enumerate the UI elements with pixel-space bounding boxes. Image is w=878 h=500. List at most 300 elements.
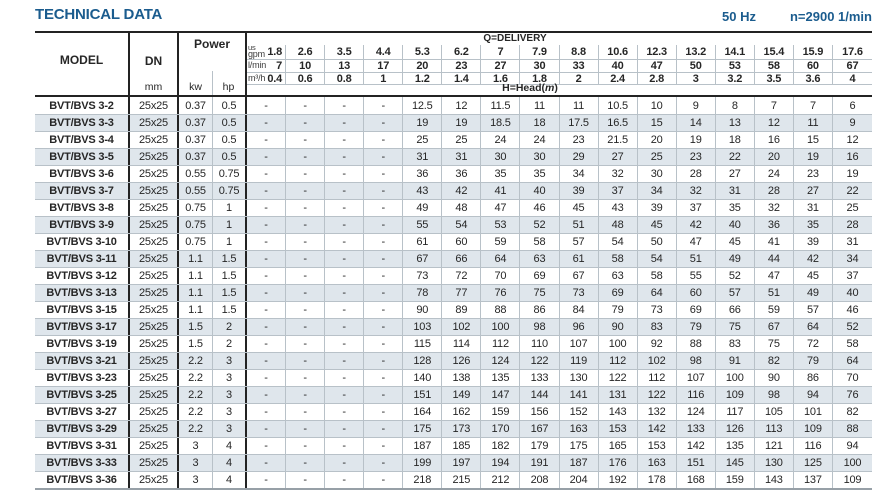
dn-cell: 25x25: [130, 183, 179, 199]
delivery-value-cell: 1.4: [442, 73, 481, 85]
head-value-cell: 60: [442, 234, 481, 250]
delivery-value-cell: 27: [481, 60, 520, 72]
delivery-value-cell: 17.6: [842, 46, 863, 58]
head-value-cell: 49: [794, 285, 833, 301]
head-value-cell: -: [325, 353, 364, 369]
table-row: [35, 165, 872, 182]
head-value-cell: 73: [560, 285, 599, 301]
delivery-value-cell: 23: [442, 60, 481, 72]
head-value-cell: 31: [403, 149, 442, 165]
head-value-cell: 79: [599, 302, 638, 318]
head-value-cell: 37: [599, 183, 638, 199]
head-value-cell: 55: [403, 217, 442, 233]
kw-cell: 0.75: [179, 217, 213, 233]
head-value-cell: 27: [716, 166, 755, 182]
head-value-cell: -: [325, 455, 364, 471]
head-value-cell: 16: [755, 132, 794, 148]
hp-cell: 4: [213, 438, 247, 454]
delivery-value-cell: 13.2: [677, 45, 716, 59]
kw-cell: 0.55: [179, 183, 213, 199]
table-row: [35, 437, 872, 454]
head-value-cell: 19: [677, 132, 716, 148]
head-value-cell: 135: [481, 370, 520, 386]
delivery-value-cell: 14.1: [716, 45, 755, 59]
head-value-cell: 30: [520, 149, 559, 165]
kw-cell: 0.75: [179, 200, 213, 216]
head-value-cell: -: [364, 387, 403, 403]
model-cell: BVT/BVS 3-29: [35, 421, 130, 437]
head-value-cell: 98: [677, 353, 716, 369]
head-value-cell: 101: [794, 404, 833, 420]
head-value-cell: 41: [755, 234, 794, 250]
dn-cell: 25x25: [130, 200, 179, 216]
dn-cell: 25x25: [130, 302, 179, 318]
page-title: TECHNICAL DATA: [35, 6, 163, 23]
head-value-cell: 70: [846, 372, 859, 384]
head-value-cell: 173: [442, 421, 481, 437]
head-value-cell: -: [364, 251, 403, 267]
head-value-cell: -: [325, 319, 364, 335]
head-value-cell: 19: [794, 149, 833, 165]
dn-cell: 25x25: [130, 285, 179, 301]
head-value-cell: -: [247, 421, 286, 437]
delivery-unit-label: us gpm: [248, 43, 265, 60]
table-header: [35, 33, 872, 97]
head-value-cell: -: [247, 183, 286, 199]
delivery-unit-label: m³/h: [248, 73, 266, 84]
delivery-value-cell: 20: [403, 60, 442, 72]
table-row: [35, 403, 872, 420]
head-value-cell: 28: [846, 219, 859, 231]
head-value-cell: -: [286, 319, 325, 335]
head-value-cell: 43: [599, 200, 638, 216]
head-value-cell: 11.5: [481, 97, 520, 114]
model-cell: BVT/BVS 3-25: [35, 387, 130, 403]
head-value-cell: 133: [677, 421, 716, 437]
delivery-value-cell: 15.4: [755, 45, 794, 59]
head-value-cell: 91: [716, 353, 755, 369]
model-cell: BVT/BVS 3-11: [35, 251, 130, 267]
head-value-cell: 18: [520, 115, 559, 131]
head-value-cell: 143: [755, 472, 794, 488]
model-cell: BVT/BVS 3-15: [35, 302, 130, 318]
head-value-cell: 52: [716, 268, 755, 284]
hp-cell: 3: [213, 421, 247, 437]
head-value-cell: 40: [846, 287, 859, 299]
head-value-cell: -: [286, 97, 325, 114]
head-value-cell: 191: [520, 455, 559, 471]
head-value-cell: -: [247, 302, 286, 318]
head-value-cell: 142: [638, 421, 677, 437]
head-value-cell: 107: [560, 336, 599, 352]
delivery-value-cell: 3.6: [794, 73, 833, 85]
head-value-cell: -: [247, 97, 286, 114]
head-value-cell: 39: [638, 200, 677, 216]
head-value-cell: -: [364, 132, 403, 148]
delivery-value-cell: 7.9: [520, 45, 559, 59]
dn-cell: 25x25: [130, 132, 179, 148]
technical-data-table: [35, 31, 872, 490]
table-row: [35, 131, 872, 148]
hp-cell: 4: [213, 472, 247, 488]
kw-cell: 0.55: [179, 166, 213, 182]
head-value-cell: 64: [481, 251, 520, 267]
head-value-cell: -: [247, 132, 286, 148]
head-value-cell: -: [286, 149, 325, 165]
head-value-cell: -: [247, 217, 286, 233]
head-value-cell: 73: [638, 302, 677, 318]
head-value-cell: -: [247, 166, 286, 182]
head-value-cell: 32: [755, 200, 794, 216]
head-value-cell: -: [325, 438, 364, 454]
head-value-cell: 114: [442, 336, 481, 352]
delivery-value-cell: 3: [677, 73, 716, 85]
head-value-cell: 42: [794, 251, 833, 267]
head-value-cell: -: [247, 370, 286, 386]
dn-cell: 25x25: [130, 438, 179, 454]
delivery-value-cell: 2.4: [599, 73, 638, 85]
head-value-cell: 39: [560, 183, 599, 199]
head-value-cell: 102: [638, 353, 677, 369]
head-value-cell: 187: [560, 455, 599, 471]
head-value-cell: 51: [560, 217, 599, 233]
head-value-cell: -: [364, 166, 403, 182]
dn-column-header: [130, 33, 179, 95]
head-value-cell: 75: [755, 336, 794, 352]
delivery-value-cell: 50: [677, 60, 716, 72]
head-value-cell: 48: [442, 200, 481, 216]
kw-cell: 2.2: [179, 353, 213, 369]
head-value-cell: 124: [677, 404, 716, 420]
kw-cell: 1.1: [179, 302, 213, 318]
head-value-cell: 52: [846, 321, 859, 333]
head-value-cell: -: [364, 370, 403, 386]
head-value-cell: 69: [520, 268, 559, 284]
dn-cell: 25x25: [130, 421, 179, 437]
head-value-cell: 17.5: [560, 115, 599, 131]
table-row: [35, 301, 872, 318]
head-value-cell: 143: [599, 404, 638, 420]
kw-cell: 1.5: [179, 336, 213, 352]
head-value-cell: 112: [599, 353, 638, 369]
head-value-cell: 21.5: [599, 132, 638, 148]
head-value-cell: 55: [677, 268, 716, 284]
dn-cell: 25x25: [130, 115, 179, 131]
head-value-cell: 167: [520, 421, 559, 437]
head-value-cell: 96: [560, 319, 599, 335]
dn-cell: 25x25: [130, 217, 179, 233]
head-value-cell: 23: [677, 149, 716, 165]
head-value-cell: 69: [677, 302, 716, 318]
head-value-cell: 50: [638, 234, 677, 250]
hp-cell: 4: [213, 455, 247, 471]
head-value-cell: -: [286, 285, 325, 301]
model-cell: BVT/BVS 3-9: [35, 217, 130, 233]
head-value-cell: -: [325, 200, 364, 216]
head-value-cell: 34: [560, 166, 599, 182]
hp-cell: 1.5: [213, 268, 247, 284]
head-value-cell: 151: [677, 455, 716, 471]
dn-cell: 25x25: [130, 353, 179, 369]
hp-cell: 3: [213, 353, 247, 369]
head-value-cell: -: [364, 336, 403, 352]
head-value-cell: -: [325, 387, 364, 403]
delivery-value-cell: 1.8: [520, 73, 559, 85]
delivery-value-cell: 15.9: [794, 45, 833, 59]
head-value-cell: 122: [638, 387, 677, 403]
head-value-cell: 109: [716, 387, 755, 403]
kw-cell: 3: [179, 472, 213, 488]
model-column-header: MODEL: [35, 33, 130, 95]
hp-cell: 3: [213, 387, 247, 403]
delivery-value-cell: 12.3: [638, 45, 677, 59]
head-value-cell: 86: [794, 370, 833, 386]
head-value-cell: 147: [481, 387, 520, 403]
delivery-value-cell: 1.2: [403, 73, 442, 85]
hp-cell: 1: [213, 234, 247, 250]
head-value-cell: 162: [442, 404, 481, 420]
dn-cell: 25x25: [130, 251, 179, 267]
head-value-cell: -: [286, 421, 325, 437]
head-value-cell: 29: [560, 149, 599, 165]
model-cell: BVT/BVS 3-33: [35, 455, 130, 471]
head-value-cell: 75: [716, 319, 755, 335]
head-value-cell: 35: [520, 166, 559, 182]
head-value-cell: 86: [520, 302, 559, 318]
head-value-cell: -: [247, 455, 286, 471]
head-value-cell: -: [325, 302, 364, 318]
head-value-cell: 72: [794, 336, 833, 352]
head-value-cell: -: [364, 149, 403, 165]
hp-cell: 0.5: [213, 132, 247, 148]
head-value-cell: -: [247, 336, 286, 352]
model-cell: BVT/BVS 3-3: [35, 115, 130, 131]
head-value-cell: 192: [599, 472, 638, 488]
head-value-cell: 52: [520, 217, 559, 233]
head-value-cell: 130: [755, 455, 794, 471]
head-value-cell: 7: [794, 97, 833, 114]
head-value-cell: 159: [481, 404, 520, 420]
head-value-cell: -: [364, 319, 403, 335]
head-value-cell: 18: [716, 132, 755, 148]
head-value-cell: 76: [481, 285, 520, 301]
head-value-cell: -: [325, 115, 364, 131]
head-value-cell: 73: [403, 268, 442, 284]
head-value-cell: 122: [599, 370, 638, 386]
head-value-cell: 25: [846, 202, 859, 214]
delivery-value-cell: 40: [599, 60, 638, 72]
delivery-value-cell: 67: [846, 60, 859, 73]
model-cell: BVT/BVS 3-8: [35, 200, 130, 216]
head-value-cell: 138: [442, 370, 481, 386]
head-value-cell: -: [247, 251, 286, 267]
head-value-cell: 18.5: [481, 115, 520, 131]
head-value-cell: 32: [677, 183, 716, 199]
head-value-cell: -: [286, 370, 325, 386]
frequency-label: 50 Hz: [722, 9, 756, 24]
head-value-cell: 45: [560, 200, 599, 216]
kw-cell: 0.37: [179, 149, 213, 165]
head-value-cell: 45: [794, 268, 833, 284]
head-value-cell: 164: [403, 404, 442, 420]
model-cell: BVT/BVS 3-4: [35, 132, 130, 148]
hp-cell: 1.5: [213, 251, 247, 267]
head-value-cell: 75: [520, 285, 559, 301]
head-value-cell: -: [364, 268, 403, 284]
delivery-value-cell: m³/h 0.4: [247, 73, 286, 85]
head-value-cell: -: [247, 285, 286, 301]
kw-cell: 1.1: [179, 285, 213, 301]
head-value-cell: 175: [403, 421, 442, 437]
head-value-cell: 31: [716, 183, 755, 199]
head-value-cell: 20: [755, 149, 794, 165]
head-value-cell: 187: [403, 438, 442, 454]
head-value-cell: 112: [481, 336, 520, 352]
delivery-value-cell: 10: [286, 60, 325, 72]
delivery-value-cell: 8.8: [560, 45, 599, 59]
head-value-cell: 109: [843, 474, 862, 486]
head-value-cell: -: [364, 302, 403, 318]
head-value-cell: 11: [794, 115, 833, 131]
head-value-cell: -: [247, 387, 286, 403]
head-value-cell: -: [286, 132, 325, 148]
hp-unit-label: hp: [222, 81, 235, 93]
model-cell: BVT/BVS 3-2: [35, 97, 130, 114]
head-value-cell: 140: [403, 370, 442, 386]
head-value-cell: 31: [846, 236, 859, 248]
table-row: [35, 233, 872, 250]
hp-cell: 1.5: [213, 285, 247, 301]
power-column-header: [179, 33, 247, 95]
kw-cell: 0.75: [179, 234, 213, 250]
kw-cell: 3: [179, 438, 213, 454]
head-value-cell: -: [286, 387, 325, 403]
head-value-cell: -: [286, 251, 325, 267]
head-value-cell: 12: [442, 97, 481, 114]
head-value-cell: -: [247, 234, 286, 250]
head-value-cell: 12: [755, 115, 794, 131]
head-value-cell: -: [286, 217, 325, 233]
head-value-cell: -: [364, 200, 403, 216]
table-row: [35, 148, 872, 165]
model-cell: BVT/BVS 3-6: [35, 166, 130, 182]
delivery-value-cell: 3.5: [325, 45, 364, 59]
head-value-cell: 58: [520, 234, 559, 250]
head-value-cell: 98: [755, 387, 794, 403]
head-value-cell: 57: [560, 234, 599, 250]
table-row: [35, 284, 872, 301]
head-value-cell: -: [364, 438, 403, 454]
delivery-value-cell: 2: [560, 73, 599, 85]
head-value-cell: 42: [677, 217, 716, 233]
head-value-cell: 79: [794, 353, 833, 369]
table-row: [35, 250, 872, 267]
head-value-cell: 31: [442, 149, 481, 165]
head-value-cell: 92: [638, 336, 677, 352]
head-value-cell: 25: [638, 149, 677, 165]
hp-cell: 2: [213, 319, 247, 335]
head-value-cell: 30: [638, 166, 677, 182]
delivery-value-cell: 10.6: [599, 45, 638, 59]
head-value-cell: 130: [560, 370, 599, 386]
head-value-cell: 59: [755, 302, 794, 318]
speed-label: n=2900 1/min: [789, 9, 872, 24]
head-value-cell: 22: [716, 149, 755, 165]
table-row: [35, 182, 872, 199]
head-value-cell: 125: [794, 455, 833, 471]
delivery-value-cell: 0.6: [286, 73, 325, 85]
head-value-cell: 6: [849, 99, 856, 112]
head-value-cell: 194: [481, 455, 520, 471]
head-value-cell: 212: [481, 472, 520, 488]
hp-cell: 0.5: [213, 149, 247, 165]
model-cell: BVT/BVS 3-19: [35, 336, 130, 352]
dn-cell: 25x25: [130, 472, 179, 488]
head-value-cell: 82: [846, 406, 859, 418]
head-value-cell: 199: [403, 455, 442, 471]
head-value-cell: -: [286, 336, 325, 352]
head-value-cell: 16: [846, 151, 859, 163]
head-value-cell: -: [286, 234, 325, 250]
head-value-cell: -: [286, 200, 325, 216]
dn-cell: 25x25: [130, 149, 179, 165]
power-label: Power: [193, 37, 230, 51]
head-value-cell: 89: [442, 302, 481, 318]
model-cell: BVT/BVS 3-5: [35, 149, 130, 165]
head-value-cell: -: [325, 234, 364, 250]
head-value-cell: 124: [481, 353, 520, 369]
head-value-cell: 49: [716, 251, 755, 267]
head-value-cell: 115: [403, 336, 442, 352]
head-value-cell: 54: [638, 251, 677, 267]
head-value-cell: 153: [599, 421, 638, 437]
head-value-cell: 197: [442, 455, 481, 471]
head-value-cell: -: [325, 132, 364, 148]
head-value-cell: 122: [520, 353, 559, 369]
head-value-cell: 110: [520, 336, 559, 352]
head-value-cell: 43: [403, 183, 442, 199]
hp-cell: 1.5: [213, 302, 247, 318]
hp-cell: 2: [213, 336, 247, 352]
head-value-cell: -: [325, 97, 364, 114]
dn-cell: 25x25: [130, 97, 179, 114]
delivery-value-cell: 5.3: [403, 45, 442, 59]
model-cell: BVT/BVS 3-31: [35, 438, 130, 454]
head-value-cell: 119: [560, 353, 599, 369]
dn-cell: 25x25: [130, 404, 179, 420]
head-value-cell: -: [247, 268, 286, 284]
head-value-cell: 25: [442, 132, 481, 148]
head-value-cell: 61: [560, 251, 599, 267]
delivery-unit-row: [247, 72, 872, 85]
head-value-cell: 64: [794, 319, 833, 335]
head-value-cell: 34: [846, 253, 859, 265]
head-value-cell: 42: [442, 183, 481, 199]
head-value-cell: 28: [755, 183, 794, 199]
head-value-cell: 159: [716, 472, 755, 488]
head-value-cell: 94: [794, 387, 833, 403]
head-value-cell: 204: [560, 472, 599, 488]
head-value-cell: 83: [638, 319, 677, 335]
head-value-cell: 84: [560, 302, 599, 318]
model-cell: BVT/BVS 3-12: [35, 268, 130, 284]
head-value-cell: 39: [794, 234, 833, 250]
head-value-cell: -: [286, 302, 325, 318]
head-value-cell: 23: [560, 132, 599, 148]
head-value-cell: 35: [716, 200, 755, 216]
spec-header: [722, 9, 872, 24]
head-label: H=Head(m): [502, 82, 558, 94]
